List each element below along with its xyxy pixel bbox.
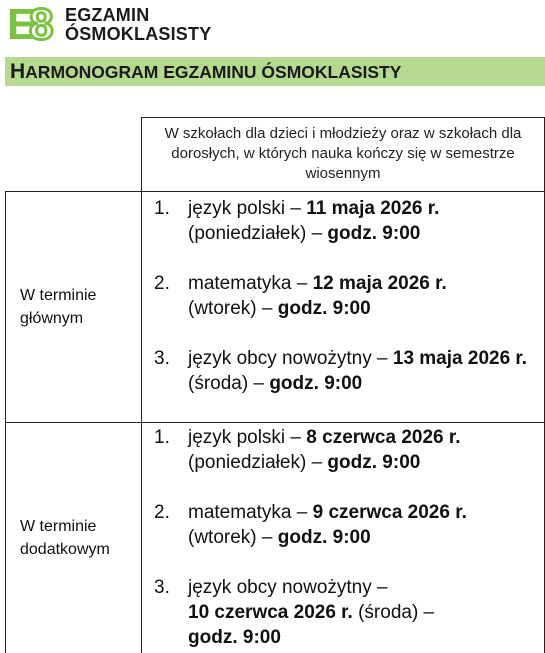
exam-date: 11 maja 2026 r. [306, 198, 440, 219]
term-label-text: W terminie dodatkowym [20, 518, 110, 558]
exam-separator: – [418, 602, 435, 623]
e8-logo [7, 0, 212, 49]
exam-list-main [142, 192, 545, 423]
exam-subject: matematyka – [188, 273, 313, 294]
exam-item [152, 346, 534, 396]
page-title [10, 60, 401, 84]
exam-time: godz. 9:00 [188, 627, 281, 648]
exam-subject: język obcy nowożytny – [188, 348, 393, 369]
term-row-main [6, 192, 545, 423]
exam-subject: matematyka – [188, 502, 313, 523]
exam-day: (środa) [358, 602, 419, 623]
e8-logo-mark [7, 0, 59, 49]
logo-wordmark [65, 6, 211, 44]
exam-separator: – [256, 298, 278, 319]
exam-item [152, 196, 534, 246]
exam-subject: język polski – [188, 427, 307, 448]
exam-separator: – [306, 223, 328, 244]
exam-number: 3. [154, 577, 170, 598]
title-banner [5, 57, 545, 86]
logo-digit-8: 8 [29, 0, 54, 49]
table-corner-cell [6, 118, 142, 192]
exam-list-additional [142, 423, 545, 653]
exam-day: (poniedziałek) [188, 452, 307, 473]
page-title-initial: H [10, 59, 26, 83]
exam-separator: – [306, 452, 328, 473]
exam-text [188, 196, 534, 246]
exam-time: godz. 9:00 [327, 223, 421, 244]
exam-item [152, 500, 534, 550]
exam-number: 1. [154, 198, 170, 219]
exam-time: godz. 9:00 [277, 527, 371, 548]
exam-text [188, 575, 534, 650]
exam-day: (poniedziałek) [188, 223, 307, 244]
exam-date: 8 czerwca 2026 r. [306, 427, 461, 448]
exam-date: 12 maja 2026 r. [312, 273, 447, 294]
exam-time: godz. 9:00 [327, 452, 421, 473]
exam-text [188, 346, 534, 396]
logo-letter-e: E [7, 0, 31, 49]
exam-date: 10 czerwca 2026 r. [188, 602, 353, 623]
term-label-additional [6, 423, 142, 653]
table-header-row [6, 118, 545, 192]
exam-number: 2. [154, 273, 170, 294]
exam-text [188, 425, 534, 475]
logo-line-1: EGZAMIN [65, 5, 150, 25]
exam-number: 1. [154, 427, 170, 448]
exam-number: 3. [154, 348, 170, 369]
exam-item [152, 425, 534, 475]
exam-item [152, 575, 534, 650]
exam-item [152, 271, 534, 321]
exam-subject: język polski – [188, 198, 307, 219]
logo-line-2: ÓSMOKLASISTY [65, 24, 212, 44]
term-label-text: W terminie głównym [20, 287, 97, 327]
exam-time: godz. 9:00 [269, 373, 363, 394]
exam-separator: – [256, 527, 278, 548]
page-title-rest: ARMONOGRAM EGZAMINU ÓSMOKLASISTY [25, 61, 402, 82]
exam-schedule-table [5, 117, 545, 653]
exam-text [188, 271, 534, 321]
exam-date: 9 czerwca 2026 r. [312, 502, 467, 523]
term-label-main [6, 192, 142, 423]
exam-date: 13 maja 2026 r. [392, 348, 528, 369]
exam-day: (wtorek) [188, 527, 257, 548]
exam-subject: język obcy nowożytny – [188, 577, 388, 598]
term-row-additional [6, 423, 545, 653]
exam-number: 2. [154, 502, 170, 523]
exam-day: (środa) [188, 373, 249, 394]
exam-day: (wtorek) [188, 298, 257, 319]
exam-separator: – [248, 373, 270, 394]
exam-time: godz. 9:00 [277, 298, 371, 319]
exam-text [188, 500, 534, 550]
table-header-cell: W szkołach dla dzieci i młodzieży oraz w szkołach dla dorosłych, w których nauka kończy się w semestrze wiosennym [142, 118, 545, 192]
